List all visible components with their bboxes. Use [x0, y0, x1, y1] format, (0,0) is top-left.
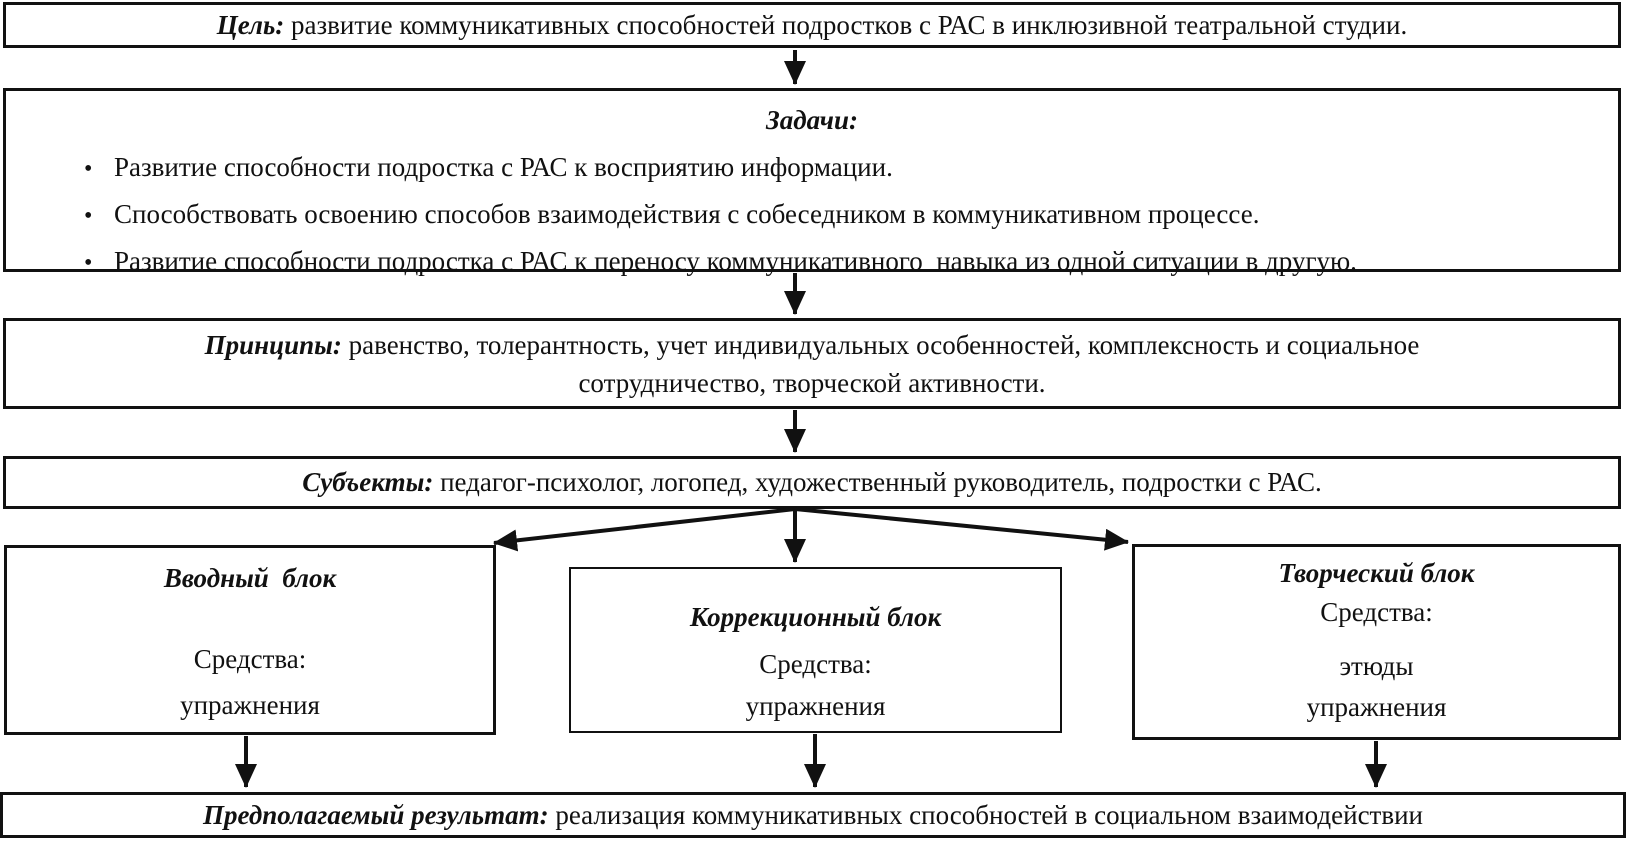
- principles-text-1: равенство, толерантность, учет индивидуальных особенностей, комплексность и социальное: [341, 329, 1420, 360]
- creative-block: [1132, 544, 1621, 740]
- principles-label: Принципы:: [204, 329, 342, 360]
- principles-text-2: сотрудничество, творческой активности.: [578, 367, 1046, 398]
- subjects-text: педагог-психолог, логопед, художественный руководитель, подростки с РАС.: [433, 467, 1322, 497]
- tasks-title: Задачи:: [766, 105, 858, 135]
- principles-box: [3, 318, 1621, 409]
- bullet-icon: •: [84, 203, 93, 229]
- intro-block-line: упражнения: [180, 690, 320, 720]
- creative-block-title: Творческий блок: [1278, 558, 1475, 588]
- task-item-text: Развитие способности подростка с РАС к переносу коммуникативного навыка из одной ситуации в другую.: [114, 246, 1357, 276]
- correction-block-line: упражнения: [745, 691, 886, 721]
- task-item: [84, 239, 1618, 286]
- task-item-text: Развитие способности подростка с РАС к восприятию информации.: [114, 152, 893, 182]
- principles-line-1: [205, 326, 1420, 364]
- result-box: [0, 792, 1626, 838]
- bullet-icon: •: [84, 250, 93, 276]
- intro-block-title: Вводный блок: [163, 563, 337, 593]
- result-line: [203, 800, 1423, 831]
- tasks-list: [6, 145, 1618, 286]
- result-text: реализация коммуникативных способностей в социальном взаимодействии: [548, 799, 1423, 830]
- creative-block-line: упражнения: [1306, 692, 1447, 722]
- creative-block-line: Средства:: [1320, 597, 1433, 627]
- correction-block: [569, 567, 1062, 733]
- subjects-line: [302, 467, 1321, 498]
- goal-box: [3, 2, 1621, 48]
- task-item-text: Способствовать освоению способов взаимодействия с собеседником в коммуникативном процессе.: [114, 199, 1260, 229]
- task-item: [84, 145, 1618, 192]
- goal-label: Цель:: [216, 9, 285, 40]
- arrow-subjects-to-intro: [494, 509, 795, 543]
- tasks-box: [3, 88, 1621, 276]
- goal-text: развитие коммуникативных способностей подростков с РАС в инклюзивной театральной студии.: [284, 9, 1408, 40]
- intro-block-line: Средства:: [193, 644, 307, 674]
- subjects-label: Субъекты:: [302, 467, 434, 497]
- task-item: [84, 192, 1618, 239]
- arrow-subjects-to-creative: [795, 509, 1128, 542]
- correction-block-line: Средства:: [759, 649, 872, 679]
- correction-block-title: Коррекционный блок: [689, 602, 942, 632]
- intro-block: [4, 545, 496, 735]
- goal-line: [217, 10, 1407, 41]
- bullet-icon: •: [84, 156, 93, 182]
- creative-block-line: этюды: [1339, 651, 1414, 681]
- subjects-box: [3, 456, 1621, 509]
- principles-line-2: [578, 364, 1045, 402]
- result-label: Предполагаемый результат:: [203, 799, 549, 830]
